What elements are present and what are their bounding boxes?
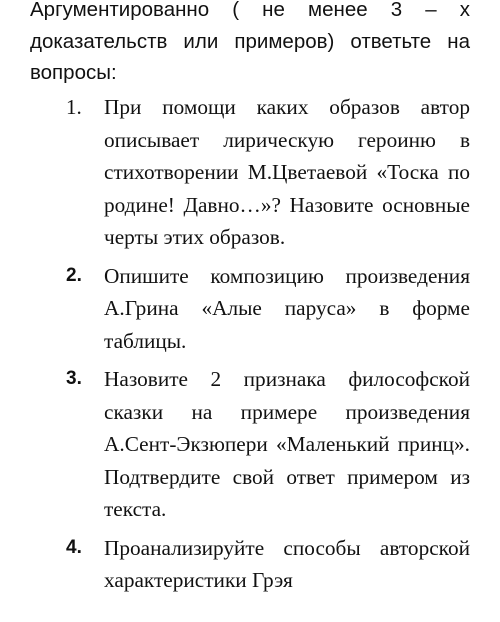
intro-paragraph: Аргументированно ( не менее 3 – х доказательств или примеров) ответьте на вопросы: bbox=[30, 0, 470, 84]
question-text: Проанализируйте способы авторской характеристики Грэя bbox=[104, 535, 470, 592]
question-item bbox=[0, 363, 500, 526]
question-number: 2. bbox=[66, 264, 82, 286]
question-text: При помощи каких образов автор описывает лирическую героиню в стихотворении М.Цветаевой «Тоска по родине! Давно…»? Назовите основные черты этих образов. bbox=[104, 95, 470, 249]
question-item bbox=[0, 91, 500, 254]
question-text: Назовите 2 признака философской сказки на примере произведения А.Сент-Экзюпери «Маленький принц». Подтвердите свой ответ примером из текста. bbox=[104, 367, 470, 521]
question-number: 3. bbox=[66, 368, 82, 389]
questions-list bbox=[0, 91, 500, 603]
question-number: 1. bbox=[66, 95, 82, 119]
question-text: Опишите композицию произведения А.Грина «Алые паруса» в форме таблицы. bbox=[104, 263, 470, 353]
question-item bbox=[0, 532, 500, 597]
question-item bbox=[0, 260, 500, 358]
question-number: 4. bbox=[66, 536, 82, 558]
